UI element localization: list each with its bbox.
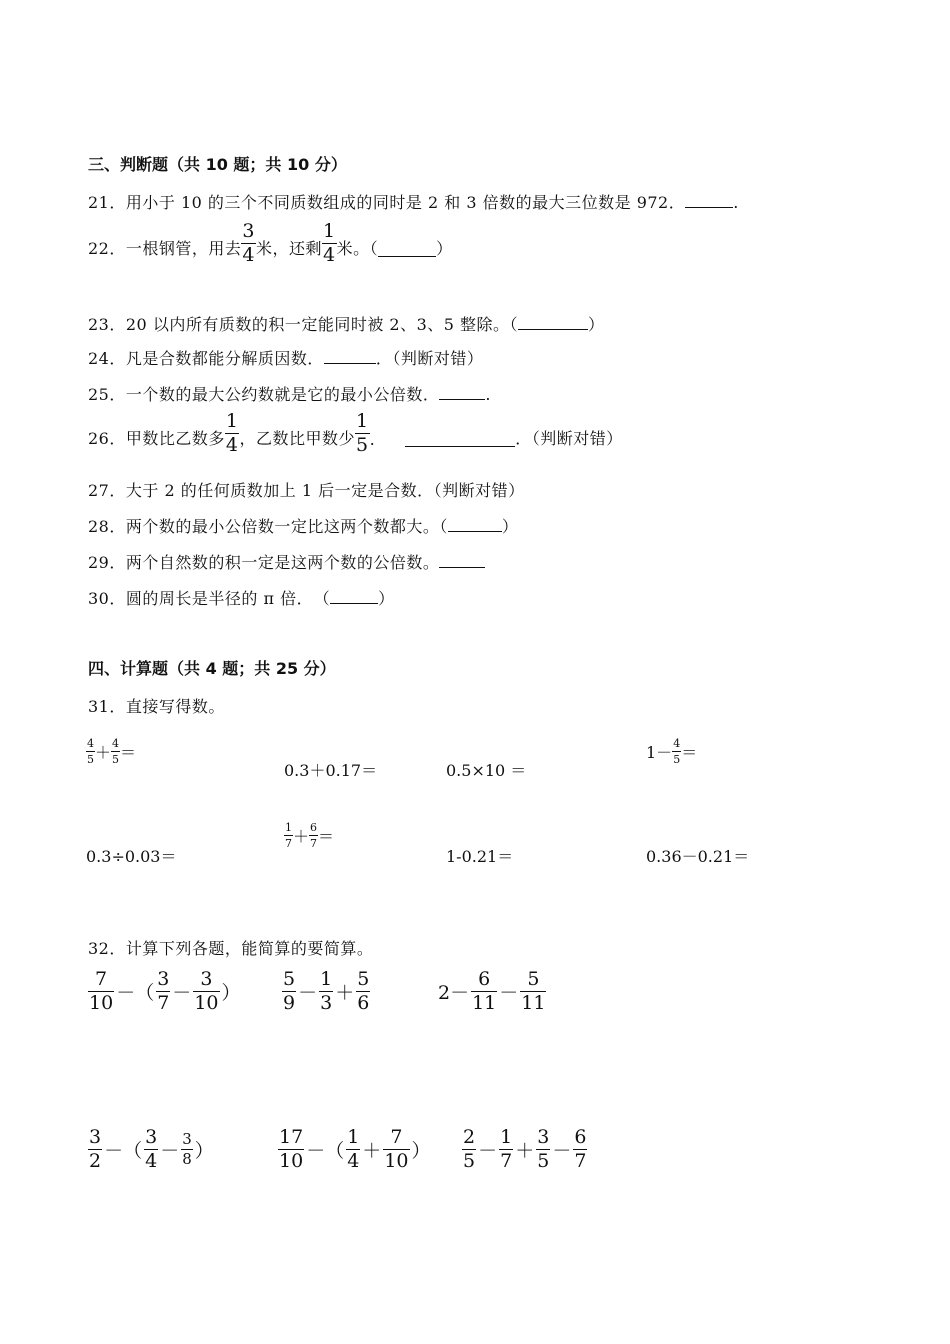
expression-3 — [438, 970, 546, 1013]
question-end: ．（判断对错） — [375, 349, 484, 368]
operator: － — [499, 982, 519, 1004]
fraction: $\frac{6}{7}$ — [310, 821, 318, 850]
answer-blank[interactable] — [518, 315, 588, 330]
operator: ＋ — [362, 1140, 382, 1162]
question-24 — [88, 346, 483, 369]
question-end: ） — [378, 589, 395, 608]
fraction: $\frac{5}{9}$ — [283, 968, 296, 1014]
question-32 — [88, 936, 373, 959]
question-text: 圆的周长是半径的 π 倍． （ — [125, 589, 331, 608]
question-text: . — [369, 430, 376, 449]
fraction: $\frac{5}{6}$ — [357, 968, 370, 1014]
fraction: $\frac{3}{8}$ — [182, 1130, 192, 1168]
question-21 — [88, 190, 739, 213]
operator: ） — [221, 982, 241, 1004]
operator: － — [552, 1140, 572, 1162]
equals: ＝ — [120, 743, 137, 762]
question-text: 两个数的最小公倍数一定比这两个数都大。（ — [125, 517, 448, 536]
fraction: $\frac{3}{2}$ — [89, 1126, 102, 1172]
operator: －（ — [104, 1140, 143, 1162]
operator: － — [160, 1140, 180, 1162]
question-number: 28． — [88, 517, 126, 536]
question-end: ．（判断对错） — [515, 429, 623, 448]
operator: －（ — [306, 1140, 345, 1162]
question-text: 一个数的最大公约数就是它的最小公倍数． — [125, 385, 440, 404]
operator: 2－ — [438, 982, 470, 1004]
fraction: $\frac{1}{3}$ — [320, 968, 333, 1014]
fraction: $\frac{3}{5}$ — [537, 1126, 550, 1172]
fraction: $\frac{7}{10}$ — [89, 968, 114, 1014]
question-number: 31． — [88, 697, 126, 716]
operator: ＋ — [293, 827, 310, 846]
fraction: $\frac{6}{7}$ — [574, 1126, 587, 1172]
question-23 — [88, 312, 605, 335]
fraction: $\frac{5}{11}$ — [521, 968, 546, 1014]
answer-blank[interactable] — [439, 553, 485, 568]
calc-item: 0.5×10 ＝ — [446, 761, 527, 780]
question-text: 直接写得数。 — [125, 697, 225, 716]
operator: ＋ — [515, 1140, 535, 1162]
question-22 — [88, 222, 453, 265]
answer-blank[interactable] — [439, 385, 485, 400]
question-number: 27． — [88, 481, 126, 500]
operator: ＋ — [95, 743, 112, 762]
question-number: 29． — [88, 553, 126, 572]
section-4-title: 四、计算题（共 4 题；共 25 分） — [88, 659, 336, 678]
fraction: $\frac{3}{4}$ — [145, 1126, 158, 1172]
fraction: $\frac{3}{4}$ — [242, 220, 255, 266]
operator: ＋ — [335, 982, 355, 1004]
question-text: 两个自然数的积一定是这两个数的公倍数。 — [125, 553, 440, 572]
question-number: 22． — [88, 239, 126, 258]
operator: － — [478, 1140, 498, 1162]
question-end: . — [485, 385, 491, 404]
question-text: 20 以内所有质数的积一定能同时被 2、3、5 整除。（ — [125, 315, 519, 334]
question-text: 一根钢管，用去 — [125, 239, 242, 258]
answer-blank[interactable] — [685, 193, 733, 208]
calc-item — [646, 738, 697, 765]
question-end: ） — [501, 517, 519, 536]
question-number: 24． — [88, 349, 126, 368]
fraction: $\frac{17}{10}$ — [279, 1126, 304, 1172]
fraction: $\frac{3}{10}$ — [194, 968, 219, 1014]
question-29 — [88, 550, 485, 573]
fraction: $\frac{1}{7}$ — [500, 1126, 513, 1172]
calc-item: 1-0.21＝ — [446, 847, 514, 866]
calc-item — [284, 822, 334, 849]
question-number: 26． — [88, 429, 126, 448]
question-end: . — [733, 193, 739, 212]
fraction: $\frac{1}{7}$ — [285, 821, 292, 850]
answer-blank[interactable] — [330, 589, 378, 604]
fraction: $\frac{3}{7}$ — [157, 968, 170, 1014]
expression-4 — [88, 1128, 214, 1171]
question-31 — [88, 694, 225, 717]
equals: ＝ — [318, 827, 335, 846]
calc-item: 0.3＋0.17＝ — [284, 761, 378, 780]
question-text: 大于 2 的任何质数加上 1 后一定是合数．（判断对错） — [125, 481, 525, 500]
question-number: 23． — [88, 315, 126, 334]
equals: ＝ — [681, 743, 698, 762]
expression-1 — [88, 970, 241, 1013]
fraction: $\frac{1}{4}$ — [225, 410, 239, 456]
expression-6 — [462, 1128, 587, 1171]
question-number: 30． — [88, 589, 126, 608]
fraction: $\frac{2}{5}$ — [463, 1126, 476, 1172]
operator: － — [298, 982, 318, 1004]
answer-blank[interactable] — [448, 517, 502, 532]
fraction: $\frac{4}{5}$ — [112, 737, 120, 766]
operator: － — [172, 982, 192, 1004]
question-end: ） — [588, 315, 605, 334]
operator: ） — [411, 1140, 431, 1162]
fraction: $\frac{6}{11}$ — [472, 968, 497, 1014]
calc-item: 0.36－0.21＝ — [646, 847, 750, 866]
operator: 1－ — [646, 743, 673, 762]
question-number: 32． — [88, 939, 126, 958]
question-text: 用小于 10 的三个不同质数组成的同时是 2 和 3 倍数的最大三位数是 972． — [125, 193, 686, 212]
expression-5 — [278, 1128, 431, 1171]
question-text: 计算下列各题，能简算的要简算。 — [125, 939, 374, 958]
question-28 — [88, 514, 518, 537]
question-26 — [88, 412, 623, 455]
question-number: 21． — [88, 193, 126, 212]
question-text: 甲数比乙数多 — [125, 429, 225, 448]
question-text: 凡是合数都能分解质因数． — [125, 349, 324, 368]
fraction: $\frac{1}{4}$ — [347, 1126, 360, 1172]
calc-item: 0.3÷0.03＝ — [86, 847, 177, 866]
fraction: $\frac{4}{5}$ — [87, 737, 94, 766]
fraction: $\frac{7}{10}$ — [384, 1126, 409, 1172]
question-30 — [88, 586, 395, 609]
section-3-title: 三、判断题（共 10 题；共 10 分） — [88, 155, 347, 174]
answer-blank[interactable] — [405, 432, 515, 447]
answer-blank[interactable] — [324, 349, 376, 364]
operator: ） — [194, 1140, 214, 1162]
question-text: 米。（ — [336, 239, 379, 258]
question-number: 25． — [88, 385, 126, 404]
calc-item — [86, 738, 136, 765]
question-text: ，乙数比甲数少 — [239, 429, 355, 448]
expression-2 — [282, 970, 370, 1013]
answer-blank[interactable] — [378, 242, 436, 257]
operator: －（ — [116, 982, 155, 1004]
question-27 — [88, 478, 525, 501]
fraction: $\frac{4}{5}$ — [673, 737, 681, 766]
fraction: $\frac{1}{5}$ — [356, 410, 369, 456]
question-25 — [88, 382, 491, 405]
fraction: $\frac{1}{4}$ — [323, 220, 336, 266]
question-end: ） — [436, 239, 453, 258]
question-text: 米，还剩 — [255, 239, 322, 258]
